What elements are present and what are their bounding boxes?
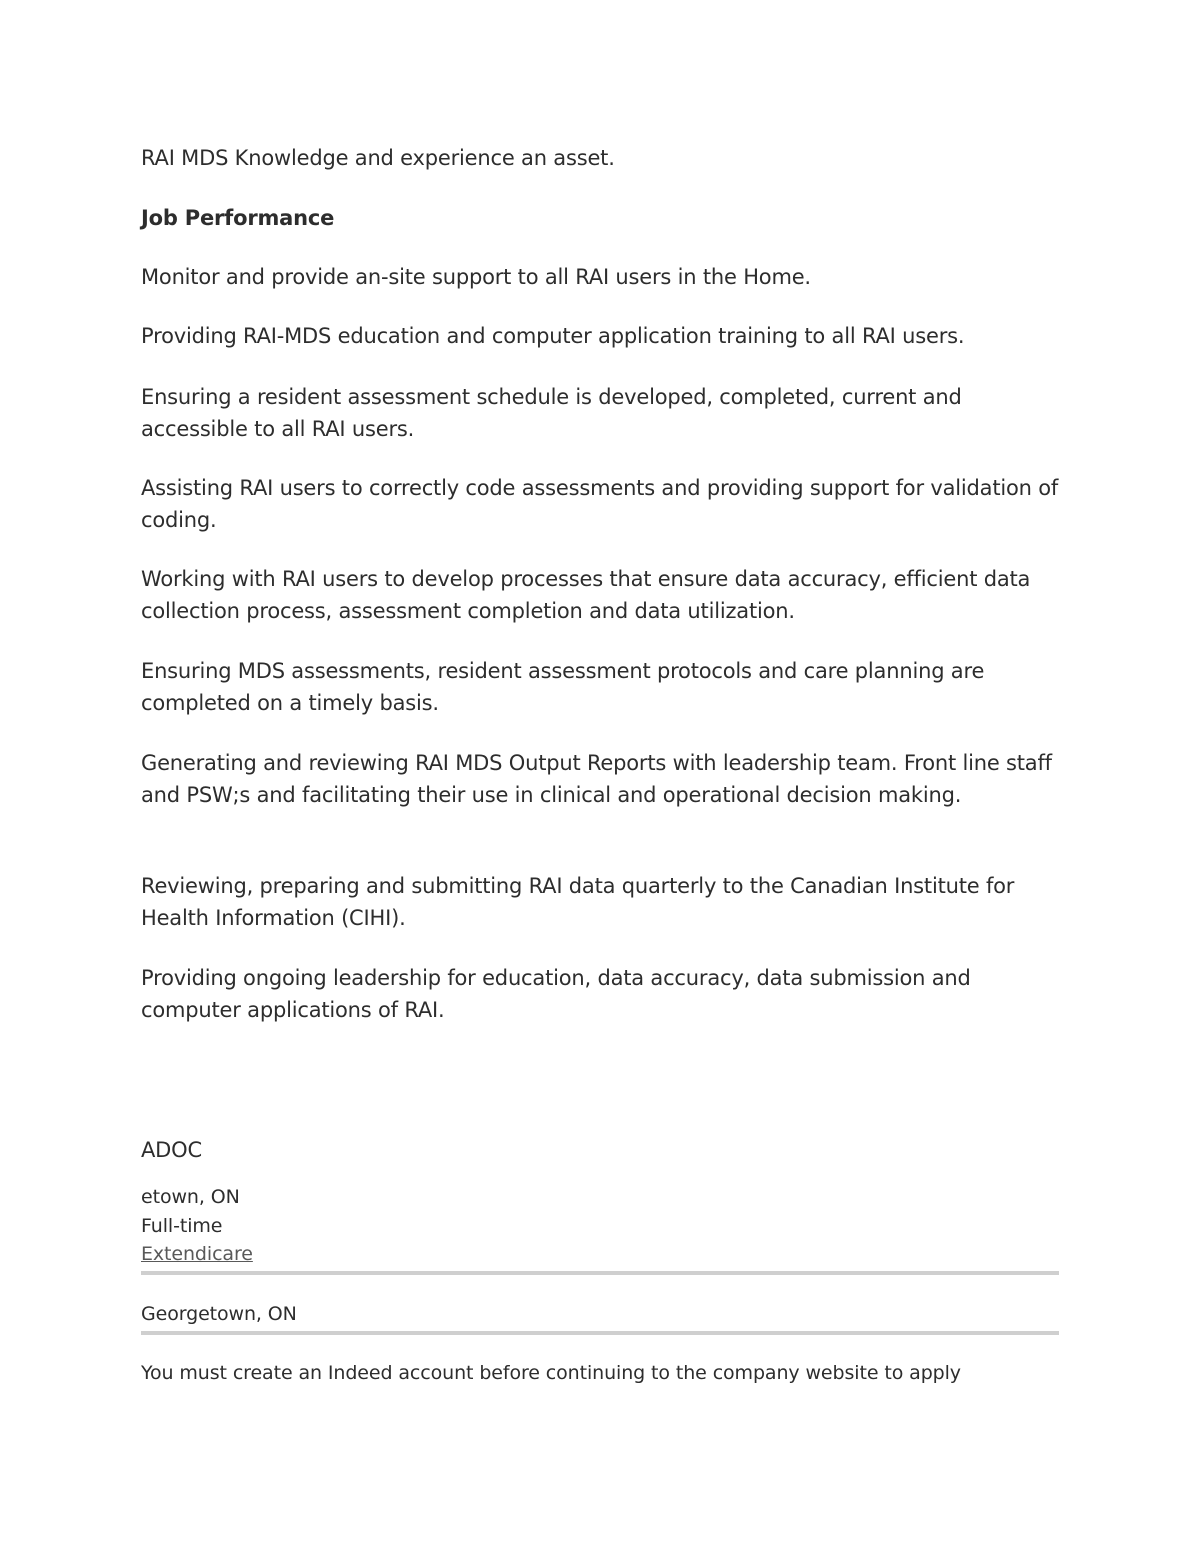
intro-line: RAI MDS Knowledge and experience an asset. — [141, 146, 615, 170]
company-link-wrapper — [141, 1240, 1061, 1268]
paragraph-coding-support: Assisting RAI users to correctly code assessments and providing support for validation of coding. — [141, 476, 1059, 532]
company-link[interactable]: Extendicare — [141, 1243, 253, 1265]
job-type: Full-time — [141, 1215, 223, 1237]
divider — [141, 1331, 1059, 1335]
paragraph-assessment-schedule: Ensuring a resident assessment schedule is developed, completed, current and accessible to all RAI users. — [141, 385, 962, 441]
paragraph-onsite-support: Monitor and provide an-site support to all RAI users in the Home. — [141, 265, 811, 289]
paragraph-education-training: Providing RAI-MDS education and computer application training to all RAI users. — [141, 324, 965, 348]
divider — [141, 1271, 1059, 1275]
section-heading: Job Performance — [141, 206, 335, 230]
apply-notice: You must create an Indeed account before continuing to the company website to apply — [141, 1362, 961, 1384]
job-title: ADOC — [141, 1138, 202, 1162]
paragraph-mds-assessments: Ensuring MDS assessments, resident assessment protocols and care planning are completed on a timely basis. — [141, 659, 985, 715]
job-location: Georgetown, ON — [141, 1303, 297, 1325]
paragraph-data-processes: Working with RAI users to develop processes that ensure data accuracy, efficient data collection process, assessment completion and data utilization. — [141, 567, 1031, 623]
paragraph-ongoing-leadership: Providing ongoing leadership for education, data accuracy, data submission and computer applications of RAI. — [141, 966, 971, 1022]
paragraph-output-reports: Generating and reviewing RAI MDS Output Reports with leadership team. Front line staff and PSW;s and facilitating their use in clinical and operational decision making. — [141, 751, 1052, 807]
job-location-partial: etown, ON — [141, 1186, 240, 1208]
paragraph-cihi-submission: Reviewing, preparing and submitting RAI data quarterly to the Canadian Institute for Health Information (CIHI). — [141, 874, 1015, 930]
